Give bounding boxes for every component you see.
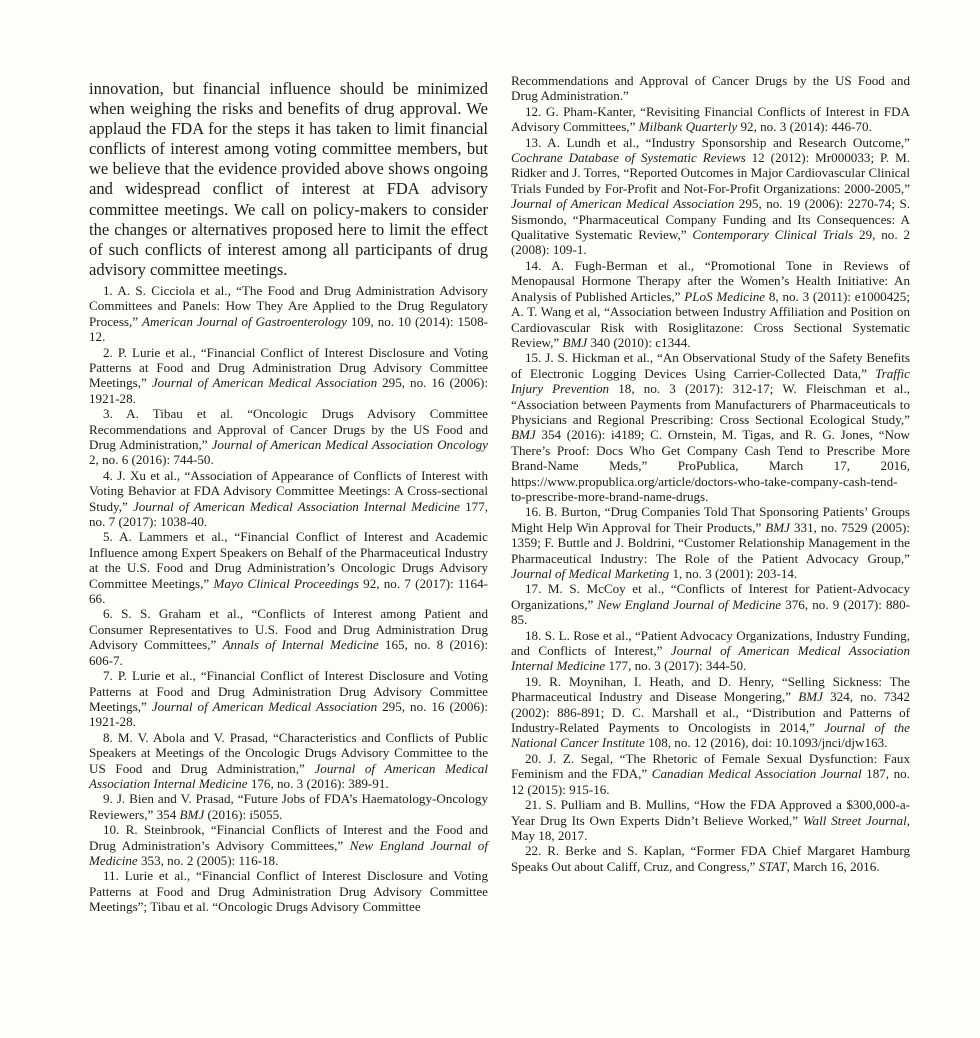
endnote: 22. R. Berke and S. Kaplan, “Former FDA Chief Margaret Hamburg Speaks Out about Califf, Cruz, and Congress,” STAT, March 16, 2016. <box>511 843 910 874</box>
endnote: 12. G. Pham-Kanter, “Revisiting Financial Conflicts of Interest in FDA Advisory Committees,” Milbank Quarterly 92, no. 3 (2014): 446-70. <box>511 103 910 135</box>
endnote: 5. A. Lammers et al., “Financial Conflict of Interest and Academic Influence among Expert Speakers on Behalf of the Pharmaceutical Industry at the U.S. Food and Drug Administration’s Oncologic Drugs Advisory Committee Meetings,” Mayo Clinical Proceedings 92, no. 7 (2017): 1164-66. <box>89 529 488 607</box>
endnote: 16. B. Burton, “Drug Companies Told That Sponsoring Patients’ Groups Might Help Win Approval for Their Products,” BMJ 331, no. 7529 (2005): 1359; F. Buttle and J. Boldrini, “Customer Relationship Management in the Pharmaceutical Industry: The Role of the Patient Advocacy Group,” Journal of Medical Marketing 1, no. 3 (2001): 203-14. <box>511 504 910 581</box>
endnote: 10. R. Steinbrook, “Financial Conflicts of Interest and the Food and Drug Administration’s Advisory Committees,” New England Journal of Medicine 353, no. 2 (2005): 116-18. <box>89 822 488 868</box>
endnote: 1. A. S. Cicciola et al., “The Food and Drug Administration Advisory Committees and Panels: How They Are Applied to the Drug Regulatory Process,” American Journal of Gastroenterology 109, no. 10 (2014): 1508-12. <box>89 282 488 345</box>
endnote: 14. A. Fugh-Berman et al., “Promotional Tone in Reviews of Menopausal Hormone Therapy after the Women’s Health Initiative: An Analysis of Published Articles,” PLoS Medicine 8, no. 3 (2011): e1000425; A. T. Wang et al, “Association between Industry Affiliation and Position on Cardiovascular Risk with Rosiglitazone: Cross Sectional Systematic Review,” BMJ 340 (2010): c1344. <box>511 257 910 350</box>
right-column <box>511 73 910 874</box>
endnote: 15. J. S. Hickman et al., “An Observational Study of the Safety Benefits of Electronic Logging Devices Using Carrier-Collected Data,” Traffic Injury Prevention 18, no. 3 (2017): 312-17; W. Fleischman et al., “Association between Payments from Manufacturers of Pharmaceuticals to Physicians and Regional Prescribing: Cross Sectional Ecological Study,” BMJ 354 (2016): i4189; C. Ornstein, M. Tigas, and R. G. Jones, “Now There’s Proof: Docs Who Get Company Cash Tend to Prescribe More Brand-Name Meds,” ProPublica, March 17, 2016, https://www.propublica.org/article/doctors-who-take-company-cash-tend-to-prescribe-more-brand-name-drugs. <box>511 350 910 504</box>
endnote: 9. J. Bien and V. Prasad, “Future Jobs of FDA’s Haematology-Oncology Reviewers,” 354 BMJ (2016): i5055. <box>89 791 488 822</box>
endnote: 19. R. Moynihan, I. Heath, and D. Henry, “Selling Sickness: The Pharmaceutical Industry and Disease Mongering,” BMJ 324, no. 7342 (2002): 886-891; D. C. Marshall et al., “Distribution and Patterns of Industry-Related Payments to Oncologists in 2014,” Journal of the National Cancer Institute 108, no. 12 (2016), doi: 10.1093/jnci/djw163. <box>511 673 910 751</box>
endnote: 2. P. Lurie et al., “Financial Conflict of Interest Disclosure and Voting Patterns at Food and Drug Administration Drug Advisory Committee Meetings,” Journal of American Medical Association 295, no. 16 (2006): 1921-28. <box>89 344 489 406</box>
endnote: 3. A. Tibau et al. “Oncologic Drugs Advisory Committee Recommendations and Approval of Cancer Drugs by the US Food and Drug Administration,” Journal of American Medical Association Oncology 2, no. 6 (2016): 744-50. <box>89 406 488 468</box>
left-column <box>89 73 488 915</box>
endnote: 4. J. Xu et al., “Association of Appearance of Conflicts of Interest with Voting Behavior at FDA Advisory Committee Meetings: A Cross-sectional Study,” Journal of American Medical Association Internal Medicine 177, no. 7 (2017): 1038-40. <box>89 467 489 530</box>
endnote: 8. M. V. Abola and V. Prasad, “Characteristics and Conflicts of Public Speakers at Meetings of the Oncologic Drugs Advisory Committee to the US Food and Drug Administration,” Journal of American Medical Association Internal Medicine 176, no. 3 (2016): 389-91. <box>89 729 488 791</box>
endnote: 17. M. S. McCoy et al., “Conflicts of Interest for Patient-Advocacy Organizations,” New England Journal of Medicine 376, no. 9 (2017): 880-85. <box>511 581 911 628</box>
body-paragraph: innovation, but financial influence should be minimized when weighing the risks and benefits of drug approval. We applaud the FDA for the steps it has taken to limit financial conflicts of interest among voting committee members, but we believe that the evidence provided above shows ongoing and widespread conflict of interest at FDA advisory committee meetings. We call on policy-makers to consider the changes or alternatives proposed here to limit the effect of such conflicts of interest among all participants of drug advisory committee meetings. <box>89 79 488 279</box>
endnote: 21. S. Pulliam and B. Mullins, “How the FDA Approved a $300,000-a-Year Drug Its Own Experts Didn’t Believe Worked,” Wall Street Journal, May 18, 2017. <box>511 797 910 843</box>
endnote: 18. S. L. Rose et al., “Patient Advocacy Organizations, Industry Funding, and Conflicts of Interest,” Journal of American Medical Association Internal Medicine 177, no. 3 (2017): 344-50. <box>511 627 910 674</box>
endnote: 6. S. S. Graham et al., “Conflicts of Interest among Patient and Consumer Representatives to U.S. Food and Drug Administration Drug Advisory Committees,” Annals of Internal Medicine 165, no. 8 (2016): 606-7. <box>89 606 488 668</box>
endnote: 7. P. Lurie et al., “Financial Conflict of Interest Disclosure and Voting Patterns at Food and Drug Administration Drug Advisory Committee Meetings,” Journal of American Medical Association 295, no. 16 (2006): 1921-28. <box>89 668 489 730</box>
endnote: 11. Lurie et al., “Financial Conflict of Interest Disclosure and Voting Patterns at Food and Drug Administration Drug Advisory Committee Meetings”; Tibau et al. “Oncologic Drugs Advisory Committee <box>89 868 488 915</box>
left-endnotes <box>89 283 488 915</box>
endnote-continuation: Recommendations and Approval of Cancer Drugs by the US Food and Drug Administration.” <box>511 73 910 104</box>
endnote: 13. A. Lundh et al., “Industry Sponsorship and Research Outcome,” Cochrane Database of Systematic Reviews 12 (2012): Mr000033; P. M. Ridker and J. Torres, “Reported Outcomes in Major Cardiovascular Clinical Trials Funded by For-Profit and Not-For-Profit Organizations: 2000-2005,” Journal of American Medical Association 295, no. 19 (2006): 2270-74; S. Sismondo, “Pharmaceutical Company Funding and Its Consequences: A Qualitative Systematic Review,” Contemporary Clinical Trials 29, no. 2 (2008): 109-1. <box>511 134 911 258</box>
endnote: 20. J. Z. Segal, “The Rhetoric of Female Sexual Dysfunction: Faux Feminism and the FDA,” Canadian Medical Association Journal 187, no. 12 (2015): 915-16. <box>511 750 910 797</box>
